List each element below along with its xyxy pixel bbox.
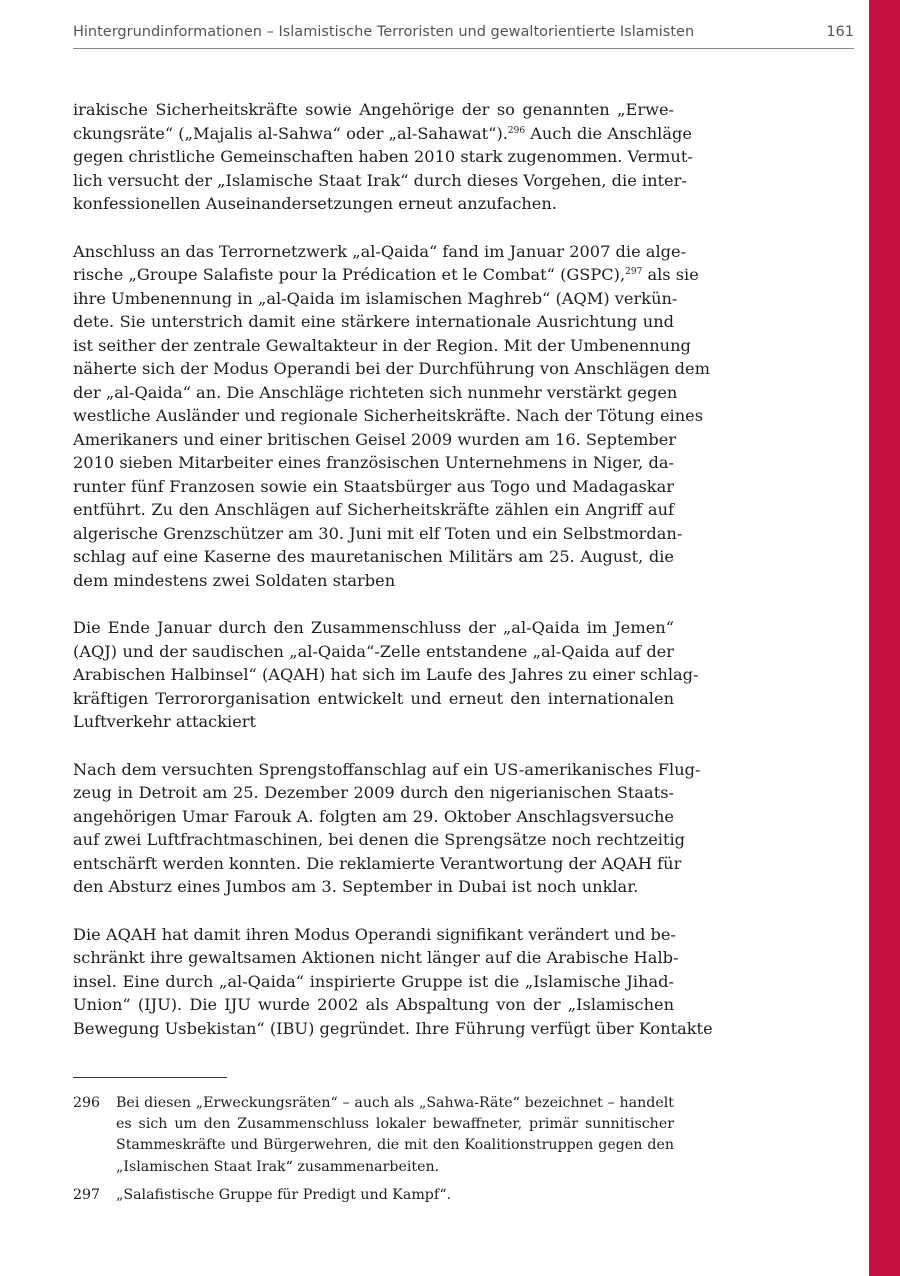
footnote-297 (73, 1185, 674, 1206)
footnote-ref-297[interactable]: 297 (625, 267, 643, 277)
text-line: der „al-Qaida“ an. Die Anschläge richteten sich nunmehr verstärkt gegen (73, 382, 678, 402)
footnote-line: „Islamischen Staat Irak“ zusammenarbeiten. (116, 1158, 440, 1175)
text-line: konfessionellen Auseinandersetzungen erneut anzufachen. (73, 194, 557, 213)
paragraph-3 (73, 616, 699, 734)
text-line: entschärft werden konnten. Die reklamierte Verantwortung der AQAH für (73, 853, 682, 873)
footnote-number: 296 (73, 1095, 101, 1111)
text-line: algerische Grenzschützer am 30. Juni mit elf Toten und ein Selbstmordan- (73, 523, 683, 543)
footnote-divider (73, 1077, 227, 1078)
text-fragment: rische „Groupe Salafiste pour la Prédication et le Combat“ (GSPC), (73, 265, 626, 284)
text-line: auf zwei Luftfrachtmaschinen, bei denen die Sprengsätze noch rechtzeitig (73, 830, 686, 849)
text-line: entführt. Zu den Anschlägen auf Sicherheitskräfte zählen ein Angriff auf (73, 500, 674, 519)
text-line: schlag auf eine Kaserne des mauretanischen Militärs am 25. August, die (73, 547, 674, 566)
text-line: Die Ende Januar durch den Zusammenschluss der „al-Qaida im Jemen“ (73, 618, 674, 637)
paragraph-5 (73, 923, 713, 1041)
text-fragment: Auch die Anschläge (525, 123, 692, 143)
running-header (73, 22, 854, 49)
text-line: Nach dem versuchten Sprengstoffanschlag auf ein US-amerikanisches Flug- (73, 759, 701, 779)
text-line: Luftverkehr attackiert (73, 712, 257, 731)
text-line: runter fünf Franzosen sowie ein Staatsbürger aus Togo und Madagaskar (73, 476, 674, 496)
footnote-296 (73, 1093, 674, 1178)
text-line: kräftigen Terrororganisation entwickelt und erneut den internationalen (73, 688, 674, 708)
text-line: angehörigen Umar Farouk A. folgten am 29. Oktober Anschlagsversuche (73, 806, 674, 826)
header-title: Hintergrundinformationen – Islamistische Terroristen und gewaltorientierte Islamisten (73, 24, 695, 40)
text-fragment: als sie (642, 265, 699, 284)
red-edge-bar (869, 0, 900, 1276)
page-number: 161 (826, 24, 854, 40)
text-fragment: ckungsräte“ („Majalis al-Sahwa“ oder „al-Sahawat“). (73, 123, 508, 143)
footnote-number: 297 (73, 1186, 101, 1203)
footnotes (73, 1093, 674, 1213)
footnote-line: Stammeskräfte und Bürgerwehren, die mit den Koalitionstruppen gegen den (116, 1137, 674, 1154)
footnote-ref-296[interactable]: 296 (507, 125, 526, 136)
paragraph-4 (73, 758, 701, 899)
text-line: dem mindestens zwei Soldaten starben (73, 570, 396, 590)
text-line: gegen christliche Gemeinschaften haben 2010 stark zugenommen. Vermut- (73, 147, 693, 166)
text-line: zeug in Detroit am 25. Dezember 2009 durch den nigerianischen Staats- (73, 783, 674, 802)
footnote-line: es sich um den Zusammenschluss lokaler bewaffneter, primär sunnitischer (116, 1116, 674, 1133)
body-text (73, 98, 713, 1064)
paragraph-1 (73, 98, 693, 216)
text-line: westliche Ausländer und regionale Sicherheitskräfte. Nach der Tötung eines (73, 406, 704, 425)
text-line (73, 263, 699, 287)
text-line: 2010 sieben Mitarbeiter eines französischen Unternehmens in Niger, da- (73, 453, 674, 472)
text-line: ihre Umbenennung in „al-Qaida im islamischen Maghreb“ (AQM) verkün- (73, 288, 678, 308)
text-line: insel. Eine durch „al-Qaida“ inspirierte Gruppe ist die „Islamische Jihad- (73, 971, 674, 991)
text-line: Arabischen Halbinsel“ (AQAH) hat sich im Laufe des Jahres zu einer schlag- (73, 665, 699, 684)
text-line: näherte sich der Modus Operandi bei der Durchführung von Anschlägen dem (73, 359, 710, 378)
text-line: irakische Sicherheitskräfte sowie Angehörige der so genannten „Erwe- (73, 100, 674, 119)
text-line (73, 122, 692, 146)
text-line: (AQJ) und der saudischen „al-Qaida“-Zelle entstandene „al-Qaida auf der (73, 641, 674, 661)
text-line: dete. Sie unterstrich damit eine stärkere internationale Ausrichtung und (73, 312, 674, 331)
text-line: Anschluss an das Terrornetzwerk „al-Qaida“ fand im Januar 2007 die alge- (73, 241, 687, 261)
footnote-line: Bei diesen „Erweckungsräten“ – auch als „Sahwa-Räte“ bezeichnet – handelt (116, 1095, 674, 1111)
paragraph-2 (73, 240, 710, 593)
text-line: Union“ (IJU). Die IJU wurde 2002 als Abspaltung von der „Islamischen (73, 995, 674, 1014)
text-line: schränkt ihre gewaltsamen Aktionen nicht länger auf die Arabische Halb- (73, 948, 679, 967)
text-line: Die AQAH hat damit ihren Modus Operandi signifikant verändert und be- (73, 924, 676, 944)
footnote-line: „Salafistische Gruppe für Predigt und Kampf“. (116, 1186, 452, 1203)
text-line: den Absturz eines Jumbos am 3. September in Dubai ist noch unklar. (73, 877, 639, 896)
text-line: ist seither der zentrale Gewaltakteur in der Region. Mit der Umbenennung (73, 335, 691, 355)
text-line: Amerikaners und einer britischen Geisel 2009 wurden am 16. September (73, 429, 677, 449)
text-line: Bewegung Usbekistan“ (IBU) gegründet. Ihre Führung verfügt über Kontakte (73, 1018, 713, 1038)
text-line: lich versucht der „Islamische Staat Irak“ durch dieses Vorgehen, die inter- (73, 170, 687, 190)
